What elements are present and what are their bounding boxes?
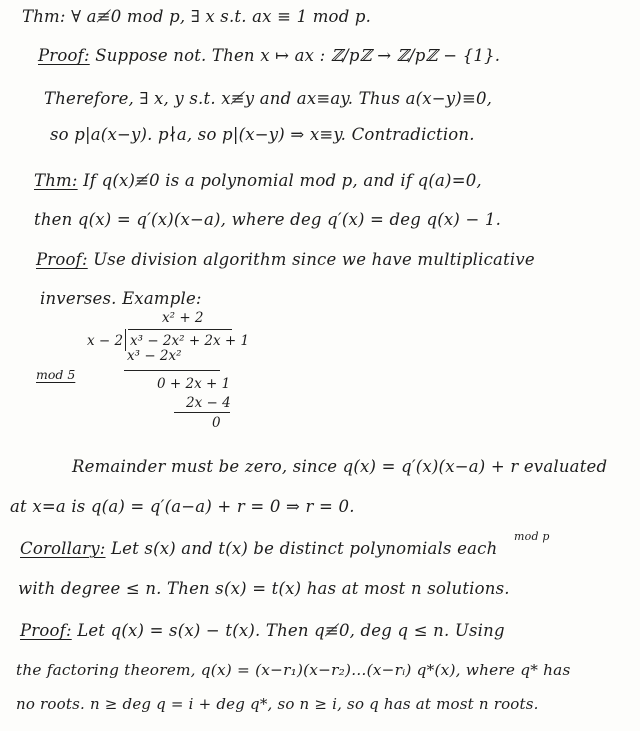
division-step-1: x³ − 2x² bbox=[127, 348, 182, 364]
corollary-mod-p-text: mod p bbox=[514, 530, 550, 543]
theorem-inverse-line bbox=[22, 6, 371, 28]
proof-factor-text-2: inverses. Example: bbox=[40, 289, 202, 308]
theorem-factor-text-2: then q(x) = q′(x)(x−a), where deg q′(x) = deg q(x) − 1. bbox=[34, 210, 502, 229]
division-remainder: 0 bbox=[212, 415, 221, 431]
remainder-text-1: Remainder must be zero, since q(x) = q′(x)(x−a) + r evaluated bbox=[72, 457, 608, 476]
corollary-line-2 bbox=[18, 578, 510, 600]
remainder-text-2: at x=a is q(a) = q′(a−a) + r = 0 ⇒ r = 0. bbox=[10, 497, 355, 516]
division-step-2: 0 + 2x + 1 bbox=[157, 376, 231, 392]
division-top-rule bbox=[128, 329, 232, 330]
division-step-3: 2x − 4 bbox=[186, 395, 231, 411]
proof-factor-line-2 bbox=[40, 288, 202, 310]
modulus-label: mod 5 bbox=[36, 367, 76, 382]
proof-corollary-text-1: Let q(x) = s(x) − t(x). Then q≢0, deg q ≤ n. Using bbox=[77, 621, 505, 640]
theorem-factor-line-2 bbox=[34, 209, 501, 231]
division-divisor: x − 2 bbox=[87, 333, 124, 349]
division-quotient: x² + 2 bbox=[162, 310, 204, 326]
corollary-mod-p-note bbox=[514, 526, 550, 548]
remainder-line-1 bbox=[72, 456, 607, 478]
division-bracket bbox=[125, 329, 126, 351]
corollary-line-1 bbox=[20, 538, 497, 560]
proof-inverse-line-2 bbox=[44, 88, 492, 110]
proof-label-3: Proof: bbox=[20, 621, 72, 640]
division-rule-1 bbox=[124, 370, 220, 371]
proof-label-2: Proof: bbox=[36, 250, 88, 269]
proof-inverse-line-1 bbox=[38, 45, 500, 67]
proof-corollary-line-2 bbox=[16, 659, 571, 681]
proof-corollary-line-3 bbox=[16, 693, 539, 715]
division-dividend: x³ − 2x² + 2x + 1 bbox=[130, 333, 250, 349]
proof-corollary-text-2: the factoring theorem, q(x) = (x−r₁)(x−r₂)…(x−rᵢ) q*(x), where q* has bbox=[16, 661, 571, 679]
theorem-inverse-text: Thm: ∀ a≢0 mod p, ∃ x s.t. ax ≡ 1 mod p. bbox=[22, 7, 372, 26]
proof-inverse-text-1: Suppose not. Then x ↦ ax : ℤ/pℤ → ℤ/pℤ − {1}. bbox=[95, 46, 501, 65]
remainder-line-2 bbox=[10, 496, 355, 518]
proof-corollary-text-3: no roots. n ≥ deg q = i + deg q*, so n ≥ i, so q has at most n roots. bbox=[16, 695, 539, 713]
division-rule-2 bbox=[174, 412, 230, 413]
theorem-factor-line-1 bbox=[34, 170, 482, 192]
proof-inverse-text-3: so p|a(x−y). p∤a, so p|(x−y) ⇒ x≡y. Contradiction. bbox=[50, 125, 475, 144]
proof-label: Proof: bbox=[38, 46, 90, 65]
proof-inverse-text-2: Therefore, ∃ x, y s.t. x≢y and ax≡ay. Thus a(x−y)≡0, bbox=[44, 89, 493, 108]
proof-corollary-line-1 bbox=[20, 620, 505, 642]
theorem-label: Thm: bbox=[34, 171, 78, 190]
corollary-text-1: Let s(x) and t(x) be distinct polynomials each bbox=[111, 539, 498, 558]
theorem-factor-text-1: If q(x)≢0 is a polynomial mod p, and if q(a)=0, bbox=[83, 171, 482, 190]
corollary-text-2: with degree ≤ n. Then s(x) = t(x) has at most n solutions. bbox=[18, 579, 510, 598]
proof-factor-line-1 bbox=[36, 249, 535, 271]
proof-factor-text-1: Use division algorithm since we have multiplicative bbox=[93, 250, 535, 269]
corollary-label: Corollary: bbox=[20, 539, 106, 558]
proof-inverse-line-3 bbox=[50, 124, 475, 146]
